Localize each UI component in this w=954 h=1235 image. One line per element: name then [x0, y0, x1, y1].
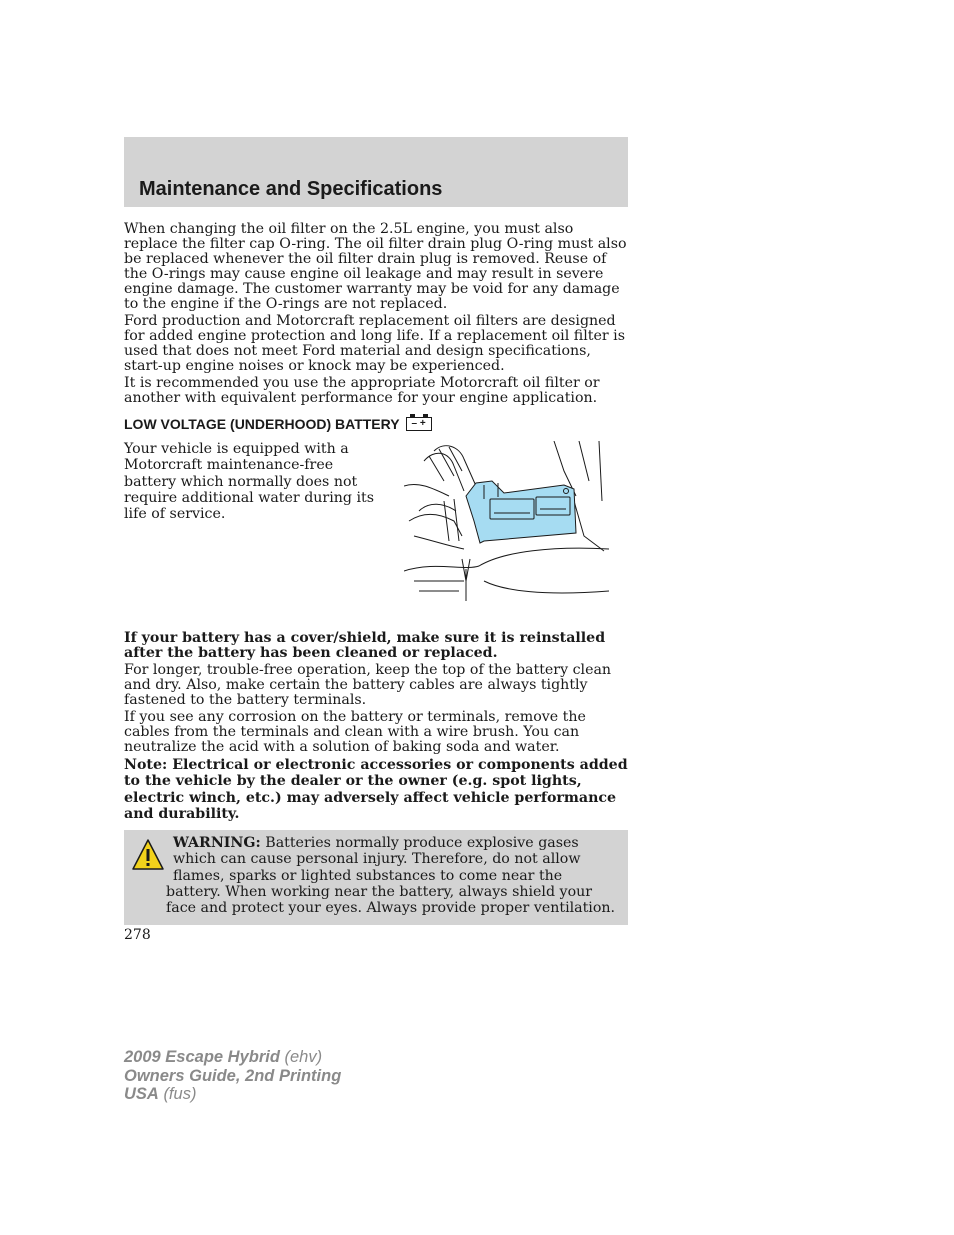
section-title: Maintenance and Specifications: [139, 178, 443, 200]
footer-model: 2009 Escape Hybrid: [124, 1048, 280, 1066]
warning-triangle-icon: [131, 838, 165, 872]
footer-market: USA: [124, 1085, 159, 1103]
paragraph-oil-filter-specs: Ford production and Motorcraft replacement oil filters are designed for added engine protection and long life. If a replacement oil filter is used that does not meet Ford material and design specifications, start-up engine noises or knock may be experienced.: [124, 313, 625, 374]
paragraph-oil-filter-orings: When changing the oil filter on the 2.5L engine, you must also replace the filter cap O-ring. The oil filter drain plug O-ring must also be replaced whenever the oil filter drain plug is removed. Reuse of the O-rings may cause engine oil leakage and may result in severe engine damage. The customer warranty may be void for any damage to the engine if the O-rings are not replaced.: [124, 221, 627, 312]
battery-symbol-icon: – +: [406, 417, 432, 431]
battery-illustration: [404, 441, 609, 609]
document-footer: [124, 1048, 341, 1104]
warning-label: WARNING:: [173, 835, 261, 852]
battery-section-heading: [124, 416, 628, 432]
battery-heading-text: LOW VOLTAGE (UNDERHOOD) BATTERY: [124, 416, 400, 432]
paragraph-battery-clean: For longer, trouble-free operation, keep the top of the battery clean and dry. Also, make certain the battery cables are always tightly fastened to the battery terminals.: [124, 662, 612, 708]
page-number: 278: [124, 927, 151, 943]
underhood-battery-illustration-icon: [404, 441, 609, 601]
accessories-note: Note: Electrical or electronic accessories or components added to the vehicle by the dealer or the owner (e.g. spot lights, electric winch, etc.) may adversely affect vehicle performance and durability.: [124, 757, 628, 822]
paragraph-oil-filter-recommend: It is recommended you use the appropriate Motorcraft oil filter or another with equivalent performance for your engine application.: [124, 375, 600, 406]
footer-model-code: (ehv): [284, 1048, 323, 1066]
footer-market-code: (fus): [163, 1085, 197, 1103]
page-content: [124, 222, 628, 925]
warning-text: Batteries normally produce explosive gases which can cause personal injury. Therefore, do not allow flames, sparks or lighted substances to come near the battery. When working near the battery, always shield your face and protect your eyes. Always provide proper ventilation.: [166, 835, 616, 917]
battery-intro-row: [124, 441, 628, 609]
warning-box: [124, 830, 628, 924]
paragraph-battery-corrosion: If you see any corrosion on the battery or terminals, remove the cables from the terminals and clean with a wire brush. You can neutralize the acid with a solution of baking soda and water.: [124, 709, 586, 755]
battery-intro-text: Your vehicle is equipped with a Motorcraft maintenance-free battery which normally does not require additional water during its life of service.: [124, 441, 374, 523]
battery-cover-note: If your battery has a cover/shield, make sure it is reinstalled after the battery has been cleaned or replaced.: [124, 630, 606, 661]
section-header-band: [124, 137, 628, 207]
footer-guide-edition: Owners Guide, 2nd Printing: [124, 1066, 342, 1085]
